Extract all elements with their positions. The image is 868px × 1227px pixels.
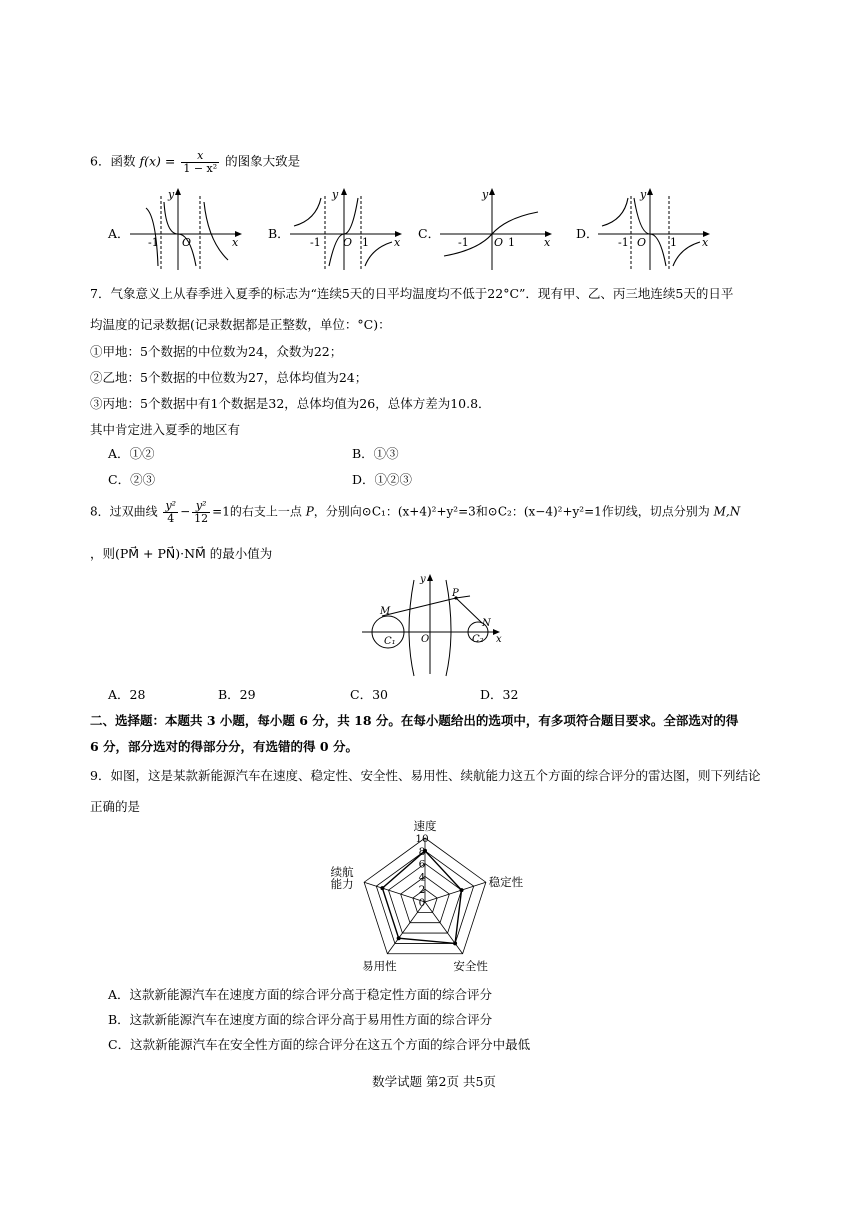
q8-stem xyxy=(90,500,740,524)
q6d-x: x xyxy=(702,236,709,249)
q8-fig-C1: C₁ xyxy=(384,636,396,647)
q8-P: P xyxy=(305,504,314,519)
q6b-y: y xyxy=(332,188,339,201)
q6-graph-c xyxy=(438,186,556,272)
q7-item2: ②乙地：5个数据的中位数为27，总体均值为24； xyxy=(90,370,368,385)
q9-option-c: C．这款新能源汽车在安全性方面的综合评分在这五个方面的综合评分中最低 xyxy=(108,1037,531,1052)
q8-figure xyxy=(358,568,506,678)
q6-fraction xyxy=(181,150,219,174)
section2-line2: 6 分，部分选对的得部分分，有选错的得 0 分。 xyxy=(90,739,358,754)
q6-func: f(x) xyxy=(139,153,161,169)
radar-category-label-3: 易用性 xyxy=(362,958,397,973)
q6c-x: x xyxy=(544,236,551,249)
q8-MN: M,N xyxy=(713,504,741,519)
q7-option-d: D．①②③ xyxy=(352,472,413,487)
q8-fig-O: O xyxy=(421,634,430,645)
q6-number: 6． xyxy=(90,153,111,169)
q7-item3: ③丙地：5个数据中有1个数据是32，总体均值为26，总体方差为10.8． xyxy=(90,396,491,411)
q6-option-a-label: A． xyxy=(108,226,130,241)
q8-frac2-num: y² xyxy=(192,500,210,513)
radar-point-2 xyxy=(453,941,457,945)
q6a-origin: O xyxy=(182,236,192,249)
q6c-y: y xyxy=(482,188,489,201)
q6c-tick-neg1: -1 xyxy=(458,236,469,249)
q8-number: 8．过双曲线 xyxy=(90,504,158,519)
q9-option-b: B．这款新能源汽车在速度方面的综合评分高于易用性方面的综合评分 xyxy=(108,1012,493,1027)
q6b-tick-1: 1 xyxy=(362,236,369,249)
q6-option-d-label: D． xyxy=(576,226,599,241)
radar-tick-8: 8 xyxy=(418,845,426,858)
q6-frac-den: 1 − x² xyxy=(183,161,218,175)
q6c-origin: O xyxy=(494,236,504,249)
q6c-tick-1: 1 xyxy=(508,236,515,249)
q6d-origin: O xyxy=(637,236,647,249)
radar-tick-6: 6 xyxy=(418,858,426,871)
q8-fig-y: y xyxy=(420,574,426,585)
q6a-tick-neg1: -1 xyxy=(148,236,159,249)
q6b-x: x xyxy=(394,236,401,249)
q7-option-b: B．①③ xyxy=(352,446,399,461)
q7-line2: 均温度的记录数据(记录数据都是正整数，单位：°C)： xyxy=(90,317,391,332)
q9-option-a: A．这款新能源汽车在速度方面的综合评分高于稳定性方面的综合评分 xyxy=(108,987,493,1002)
radar-tick-4: 4 xyxy=(418,871,426,884)
q6-option-c-label: C． xyxy=(418,226,441,241)
q8-minus: − xyxy=(180,504,191,519)
q6-tail: 的图象大致是 xyxy=(225,153,301,169)
q6a-x: x xyxy=(232,236,239,249)
q8-frac1-den: 4 xyxy=(167,511,175,525)
radar-tick-0: 0 xyxy=(418,897,426,909)
radar-spoke-3 xyxy=(387,902,425,954)
q8-line2: ，则(PM⃗ + PN⃗)·NM⃗ 的最小值为 xyxy=(90,546,273,561)
q8-frac2 xyxy=(192,500,210,524)
q6-lead: 函数 xyxy=(110,153,136,169)
q7-option-c: C．②③ xyxy=(108,472,156,487)
radar-category-label-1: 稳定性 xyxy=(488,875,524,890)
q6-option-b-label: B． xyxy=(268,226,290,241)
radar-category-label-4-0: 续航 xyxy=(330,865,354,880)
q6-graph-a xyxy=(128,186,246,272)
q9-line2: 正确的是 xyxy=(90,799,141,814)
q8-frac2-den: 12 xyxy=(194,511,209,525)
q8-frac1 xyxy=(163,500,178,524)
q6b-origin: O xyxy=(343,236,353,249)
radar-chart xyxy=(330,818,540,978)
radar-category-label-4-1: 能力 xyxy=(330,877,354,892)
q8-eq1: =1的右支上一点 xyxy=(212,504,302,519)
radar-category-label-2: 安全性 xyxy=(453,958,488,973)
q8-mid: ，分别向⊙C₁：(x+4)²+y²=3和⊙C₂：(x−4)²+y²=1作切线，切点分别为 xyxy=(313,504,710,519)
q8-fig-P: P xyxy=(452,588,459,599)
q8-fig-x: x xyxy=(496,634,502,645)
q8-fig-N: N xyxy=(482,618,491,629)
q7-option-a: A．①② xyxy=(108,446,155,461)
q8-option-c: C．30 xyxy=(350,687,388,702)
q8-option-a: A．28 xyxy=(108,687,146,702)
q6-stem xyxy=(90,150,300,174)
radar-spoke-1 xyxy=(425,882,486,902)
section2-line1: 二、选择题：本题共 3 小题，每小题 6 分，共 18 分。在每小题给出的选项中，有多项符合题目要求。全部选对的得 xyxy=(90,713,739,728)
q8-option-d: D．32 xyxy=(480,687,519,702)
q8-fig-C2: C₂ xyxy=(472,634,484,645)
q7-line1: 7．气象意义上从春季进入夏季的标志为“连续5天的日平均温度均不低于22°C”．现有甲、乙、丙三地连续5天的日平 xyxy=(90,286,734,301)
q6b-tick-neg1: -1 xyxy=(310,236,321,249)
radar-point-4 xyxy=(380,886,384,890)
radar-tick-10: 10 xyxy=(415,833,429,845)
q6d-tick-1: 1 xyxy=(670,236,677,249)
q6-graph-b xyxy=(288,186,406,272)
q6-graph-d xyxy=(596,186,714,272)
q6d-tick-neg1: -1 xyxy=(618,236,629,249)
q9-line1: 9．如图，这是某款新能源汽车在速度、稳定性、安全性、易用性、续航能力这五个方面的综合评分的雷达图，则下列结论 xyxy=(90,768,761,783)
q8-option-b: B．29 xyxy=(218,687,256,702)
q8-fig-M: M xyxy=(380,606,391,617)
page-footer: 数学试题 第2页 共5页 xyxy=(372,1074,496,1089)
q8-frac1-num: y² xyxy=(165,499,177,512)
q6a-y: y xyxy=(168,188,175,201)
radar-point-1 xyxy=(460,888,464,892)
q6-frac-num: x xyxy=(181,150,219,163)
radar-category-label-0: 速度 xyxy=(413,819,437,833)
q6d-y: y xyxy=(640,188,647,201)
q7-question: 其中肯定进入夏季的地区有 xyxy=(90,422,241,437)
radar-point-3 xyxy=(397,936,401,940)
radar-tick-2: 2 xyxy=(418,884,426,897)
q7-item1: ①甲地：5个数据的中位数为24，众数为22； xyxy=(90,344,343,359)
radar-spoke-4 xyxy=(364,882,425,902)
q6-eq: = xyxy=(164,153,176,169)
